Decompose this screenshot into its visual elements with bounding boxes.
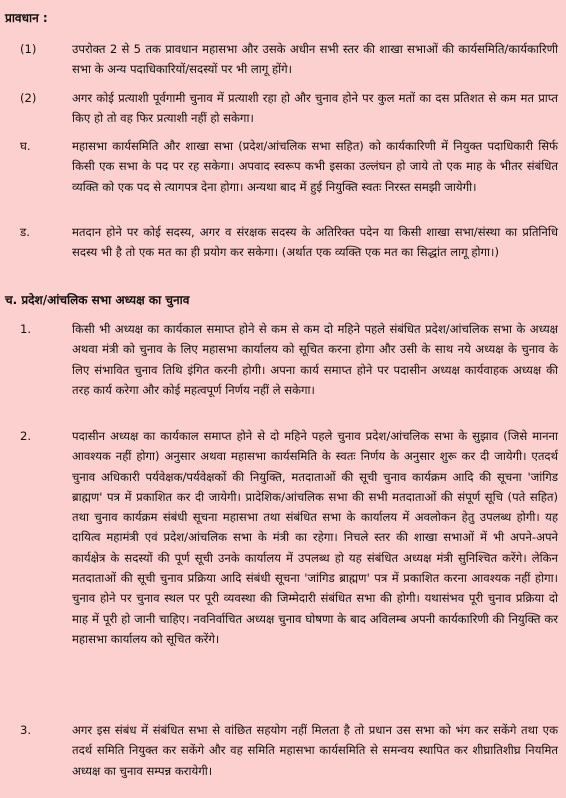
item-number: 1.	[20, 322, 32, 336]
section-heading-election: च. प्रदेश/आंचलिक सभा अध्यक्ष का चुनाव	[5, 293, 190, 307]
item-number: घ.	[20, 139, 31, 153]
item-number: ड.	[20, 225, 30, 239]
item-text: महासभा कार्यसमिति और शाखा सभा (प्रदेश/आंचलिक सभा सहित) को कार्यकारिणी में नियुक्त पदाधिकारी सिर्फ किसी एक सभा के पद पर रह सकेगा। अपवाद स्वरूप कभी इसका उल्लंघन हो जाये तो एक माह के भीतर संबंधित व्यक्ति को एक पद से त्यागपत्र देना होगा। अन्यथा बाद में हुई नियुक्ति स्वतः निरस्त समझी जायेगी।	[72, 139, 558, 194]
item-number: 2.	[20, 429, 32, 443]
item-number: (1)	[20, 42, 37, 56]
item-text: मतदान होने पर कोई सदस्य, अगर व संरक्षक सदस्य के अतिरिक्त पदेन या किसी शाखा सभा/संस्था का प्रतिनिधि सदस्य भी है तो एक मत का ही प्रयोग कर सकेगा। (अर्थात एक व्यक्ति एक मत का सिद्धांत लागू होगा।)	[72, 225, 558, 260]
item-text: पदासीन अध्यक्ष का कार्यकाल समाप्त होने से दो महिने पहले चुनाव प्रदेश/आंचलिक सभा के सुझाव (जिसे मानना आवश्यक नहीं होगा) अनुसार अथवा महासभा कार्यसमिति के स्वतः निर्णय के अनुसार शुरू कर दी जायेगी। एतदर्थ चुनाव अधिकारी पर्यवेक्षक/पर्यवेक्षकों की नियुक्ति, मतदाताओं की सूची चुनाव कार्यक्रम आदि की सूचना 'जांगिड ब्राह्मण' पत्र में प्रकाशित कर दी जायेगी। प्रादेशिक/आंचलिक सभा की सभी मतदाताओं की संपूर्ण सूचि (पते सहित) तथा चुनाव कार्यक्रम संबंधी सूचना महासभा तथा संबंधित सभा के कार्यालय में अवलोकन हेतु उपलब्ध होगी। यह दायित्व महामंत्री एवं प्रदेश/आंचलिक सभा के मंत्री का रहेगा। निचले स्तर की शाखा सभाओं में भी अपने-अपने कार्यक्षेत्र के सदस्यों की पूर्ण सूची उनके कार्यालय में उपलब्ध हो यह संबंधित अध्यक्ष मंत्री सुनिश्चित करेंगे। लेकिन मतदाताओं की सूची चुनाव प्रक्रिया आदि संबंधी सूचना 'जांगिड ब्राह्मण' पत्र में प्रकाशित करना आवश्यक नहीं होगा। चुनाव होने पर चुनाव स्थल पर पूरी व्यवस्था की जिम्मेदारी संबंधित सभा की होगी। यथासंभव पूरी चुनाव प्रक्रिया दो माह में पूरी हो जानी चाहिए। नवनिर्वाचित अध्यक्ष चुनाव घोषणा के बाद अविलम्ब अपनी कार्यकारिणी की नियुक्ति कर महासभा कार्यालय को सूचित करेंगे।	[72, 429, 558, 646]
item-text: अगर कोई प्रत्याशी पूर्वगामी चुनाव में प्रत्याशी रहा हो और चुनाव होने पर कुल मतों का दस प्रतिशत से कम मत प्राप्त किए हो तो वह फिर प्रत्याशी नहीं हो सकेगा।	[72, 91, 558, 126]
item-text: किसी भी अध्यक्ष का कार्यकाल समाप्त होने से कम से कम दो महिने पहले संबंधित प्रदेश/आंचलिक सभा के अध्यक्ष अथवा मंत्री को चुनाव के लिए महासभा कार्यालय को सूचित करना होगा और उसी के साथ नये अध्यक्ष के चुनाव के लिए संभावित चुनाव तिथि इंगित करनी होगी। अपना कार्य समाप्त होने पर पदासीन अध्यक्ष कार्यवाहक अध्यक्ष की तरह कार्य करेगा और कोई महत्वपूर्ण निर्णय नहीं ले सकेगा।	[72, 322, 558, 397]
item-text: अगर इस संबंध में संबंधित सभा से वांछित सहयोग नहीं मिलता है तो प्रधान उस सभा को भंग कर सकेंगे तथा एक तदर्थ समिति नियुक्त कर सकेंगे और वह समिति महासभा कार्यसमिति से समन्वय स्थापित कर शीघ्रातिशीघ्र नियमित अध्यक्ष का चुनाव सम्पन्न करायेगी।	[72, 723, 558, 778]
section-heading-provisions: प्रावधान :	[5, 11, 48, 25]
item-number: 3.	[20, 723, 32, 737]
item-number: (2)	[20, 91, 37, 105]
item-text: उपरोक्त 2 से 5 तक प्रावधान महासभा और उसके अधीन सभी स्तर की शाखा सभाओं की कार्यसमिति/कार्यकारिणी सभा के अन्य पदाधिकारियों/सदस्यों पर भी लागू होंगे।	[72, 42, 558, 77]
